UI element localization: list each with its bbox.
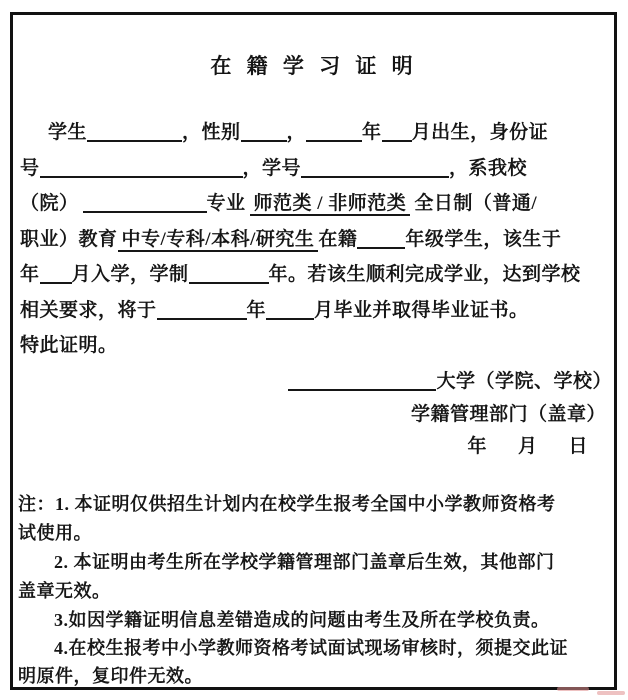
text-segment: ，	[286, 122, 307, 143]
blank-fill-in-line	[266, 299, 314, 320]
line-education-grade	[16, 228, 614, 252]
note-2-line-1	[16, 550, 614, 574]
text-segment: 月毕业并取得毕业证书。	[314, 300, 529, 321]
note-3	[16, 608, 614, 632]
text-segment: 4.在校生报考中小学教师资格考试面试现场审核时，须提交此证	[54, 638, 568, 658]
blank-fill-in-line	[306, 121, 362, 142]
line-id-number	[16, 157, 614, 181]
text-segment: 在籍	[318, 229, 358, 250]
text-segment: 月出生，身份证	[411, 122, 549, 143]
blank-fill-in-line	[157, 299, 247, 320]
line-college-major	[16, 192, 614, 216]
text-segment: 专业	[206, 193, 246, 214]
text-segment: 学生	[48, 122, 88, 143]
blank-fill-in-line	[40, 157, 243, 178]
line-graduation	[16, 299, 614, 323]
text-segment: 3.如因学籍证明信息差错造成的问题由考生及所在学校负责。	[54, 610, 550, 630]
text-segment: 年	[20, 264, 40, 285]
blank-fill-in-line	[83, 192, 207, 213]
text-segment: 年级学生，该生于	[405, 229, 562, 250]
text-segment: 年。若该生顺利完成学业，达到学校	[268, 264, 581, 285]
underlined-options-text: 中专/专科/本科/研究生	[118, 229, 319, 252]
blank-fill-in-line	[382, 121, 412, 142]
text-segment: 盖章无效。	[18, 581, 111, 601]
text-segment: 2. 本证明由考生所在学校学籍管理部门盖章后生效，其他部门	[54, 552, 555, 572]
line-student-info	[16, 121, 614, 145]
line-hereby-certified	[16, 334, 614, 358]
text-segment: 号	[20, 158, 40, 179]
blank-fill-in-line	[189, 263, 269, 284]
text-segment: 职业）教育	[20, 229, 118, 250]
blank-fill-in-line	[241, 121, 287, 142]
line-university-signature	[16, 370, 614, 394]
text-segment: 学籍管理部门（盖章）	[410, 404, 606, 425]
note-1-line-2	[16, 521, 614, 545]
text-segment: 试使用。	[18, 523, 92, 543]
scan-artifact-red-mark	[597, 691, 625, 695]
blank-fill-in-line	[87, 121, 182, 142]
line-enrollment	[16, 263, 614, 287]
text-segment: 日	[568, 436, 588, 457]
text-segment: 明原件，复印件无效。	[18, 666, 203, 686]
blank-fill-in-line	[357, 228, 405, 249]
text-segment: 大学（学院、学校）	[436, 371, 612, 392]
text-segment: 年	[246, 300, 267, 321]
line-registrar-department	[16, 403, 614, 427]
text-segment: 年	[362, 122, 382, 143]
text-segment: （院）	[20, 193, 79, 214]
certificate-title: 在 籍 学 习 证 明	[210, 54, 418, 78]
note-1-line-1	[16, 492, 614, 516]
text-segment: ，学号	[242, 158, 302, 179]
scan-artifact-red-mark	[557, 687, 589, 691]
line-date	[16, 435, 614, 459]
note-2-line-2	[16, 579, 614, 603]
text-segment: ，性别	[182, 122, 241, 143]
underlined-options-text: 师范类 / 非师范类	[250, 193, 411, 216]
text-segment: 年	[467, 436, 487, 457]
blank-fill-in-line	[40, 263, 72, 284]
text-segment: 相关要求，将于	[20, 300, 157, 321]
text-segment: 注：1. 本证明仅供招生计划内在校学生报考全国中小学教师资格考	[18, 494, 556, 514]
blank-fill-in-line	[301, 157, 449, 178]
text-segment: 月	[517, 436, 538, 457]
note-4-line-1	[16, 636, 614, 660]
blank-fill-in-line	[288, 370, 436, 391]
text-segment: 月入学，学制	[71, 264, 189, 285]
text-segment: 特此证明。	[20, 335, 118, 356]
text-segment: 全日制（普通/	[414, 193, 538, 214]
text-segment: ，系我校	[449, 158, 528, 179]
note-4-line-2	[16, 664, 614, 688]
